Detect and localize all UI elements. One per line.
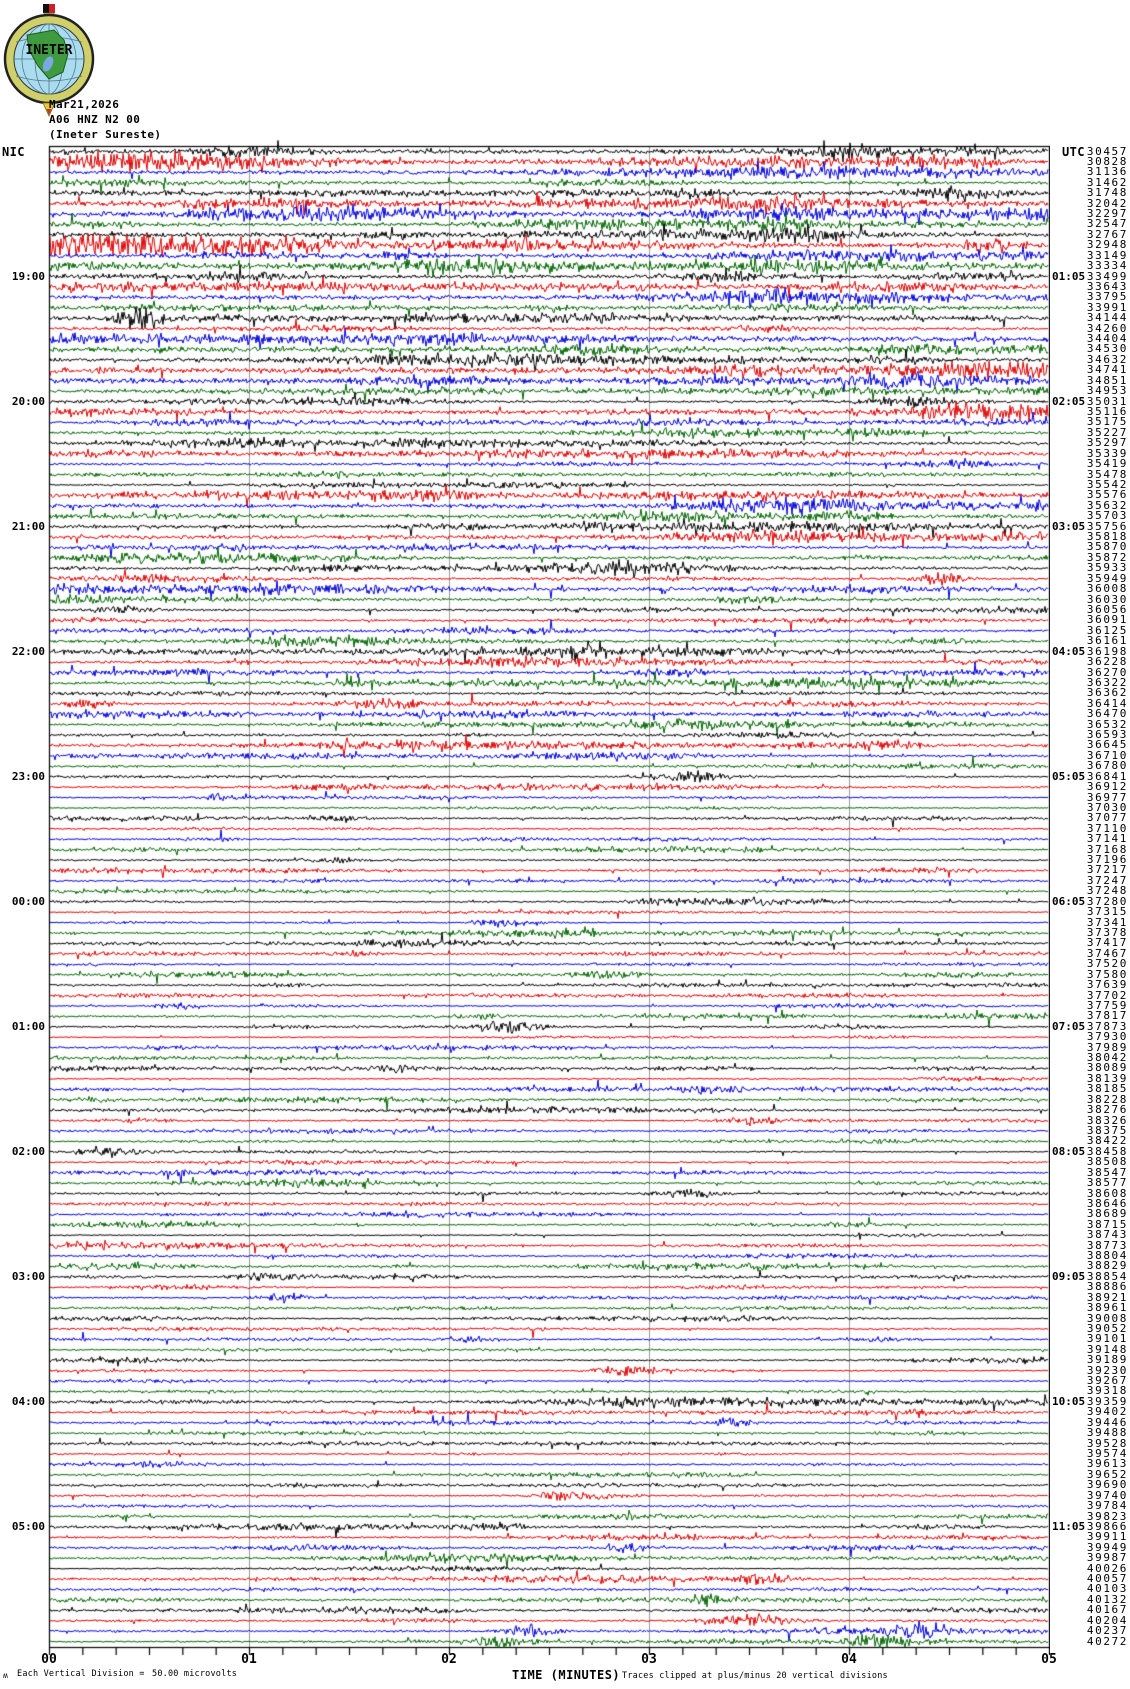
trace-value: 33499 [1086,269,1128,283]
trace-value: 34530 [1086,342,1128,356]
trace-value: 35949 [1086,571,1128,585]
x-axis-tick: 00 [41,1652,57,1667]
trace-value: 37196 [1086,853,1128,867]
trace-value: 39652 [1086,1467,1128,1481]
helicorder-plot [48,132,1050,1659]
trace-value: 35419 [1086,457,1128,471]
trace-value: 40237 [1086,1624,1128,1638]
utc-hour-label: 11:05 [1052,1519,1086,1533]
utc-hour-label: 09:05 [1052,1269,1086,1283]
trace-value: 37930 [1086,1030,1128,1044]
trace-value: 35756 [1086,519,1128,533]
trace-value: 37702 [1086,988,1128,1002]
trace-value: 38458 [1086,1144,1128,1158]
trace-value: 30457 [1086,144,1128,158]
utc-timezone-label: UTC [1062,145,1085,159]
trace-value: 31748 [1086,186,1128,200]
clip-note: Traces clipped at plus/minus 20 vertical divisions [622,1671,888,1681]
nic-timezone-label: NIC [2,145,25,159]
trace-value: 37217 [1086,863,1128,877]
trace-value: 37467 [1086,946,1128,960]
trace-value: 36362 [1086,686,1128,700]
trace-value: 39189 [1086,1353,1128,1367]
trace-value: 38422 [1086,1134,1128,1148]
trace-value: 34741 [1086,363,1128,377]
trace-value: 39101 [1086,1332,1128,1346]
local-hour-label: 00:00 [11,894,45,908]
trace-value: 39613 [1086,1457,1128,1471]
trace-value: 39008 [1086,1311,1128,1325]
trace-value: 39359 [1086,1394,1128,1408]
trace-value: 34851 [1086,373,1128,387]
trace-value: 39318 [1086,1384,1128,1398]
trace-value: 36841 [1086,769,1128,783]
trace-value: 37168 [1086,842,1128,856]
trace-value: 35116 [1086,405,1128,418]
local-hour-label: 05:00 [11,1519,45,1533]
utc-hour-label: 01:05 [1052,269,1086,283]
trace-value: 38508 [1086,1155,1128,1169]
trace-value: 36125 [1086,623,1128,637]
trace-value: 36228 [1086,655,1128,669]
trace-value: 36270 [1086,665,1128,679]
trace-value: 33334 [1086,259,1128,273]
trace-value: 37417 [1086,936,1128,950]
trace-value: 36198 [1086,644,1128,658]
trace-value: 34260 [1086,321,1128,335]
local-hour-label: 23:00 [11,769,45,783]
footer-marker: ʍ [3,1671,9,1680]
local-hour-label: 04:00 [11,1394,45,1408]
scale-note: Each Vertical Division = [17,1669,145,1679]
trace-value: 40272 [1086,1634,1128,1648]
trace-value: 37247 [1086,873,1128,887]
local-hour-label: 22:00 [11,644,45,658]
utc-hour-label: 05:05 [1052,769,1086,783]
utc-hour-label: 03:05 [1052,519,1086,533]
header-station: A06 HNZ N2 00 [49,113,141,126]
trace-value: 35031 [1086,394,1128,408]
trace-value: 36780 [1086,759,1128,773]
trace-value: 34953 [1086,384,1128,398]
trace-value: 39823 [1086,1509,1128,1523]
trace-value: 37639 [1086,978,1128,992]
trace-value: 35872 [1086,550,1128,564]
trace-value: 37110 [1086,821,1128,835]
trace-value: 38089 [1086,1061,1128,1075]
trace-value: 35576 [1086,488,1128,502]
trace-value: 36645 [1086,738,1128,752]
trace-value: 36593 [1086,728,1128,742]
trace-value: 37077 [1086,811,1128,825]
trace-value: 30828 [1086,154,1128,168]
trace-value: 36532 [1086,717,1128,731]
trace-value: 40167 [1086,1603,1128,1617]
trace-value: 39052 [1086,1321,1128,1335]
logo-flag-red [49,4,55,13]
trace-value: 38886 [1086,1280,1128,1294]
trace-value: 34632 [1086,352,1128,366]
trace-value: 33643 [1086,279,1128,293]
trace-value: 32767 [1086,227,1128,241]
local-hour-label: 20:00 [11,394,45,408]
trace-value: 33991 [1086,300,1128,314]
x-axis-tick: 02 [441,1652,457,1667]
trace-value: 36161 [1086,634,1128,648]
trace-value: 38228 [1086,1092,1128,1106]
trace-value: 35632 [1086,498,1128,512]
trace-value: 37280 [1086,894,1128,908]
header-date: Mar21,2026 [49,98,120,111]
trace-value: 40132 [1086,1592,1128,1606]
trace-value: 35227 [1086,425,1128,439]
trace-value: 35297 [1086,436,1128,450]
trace-value: 38773 [1086,1238,1128,1252]
trace-value: 36710 [1086,748,1128,762]
logo-ineter-text: INETER [25,43,73,58]
trace-value: 37378 [1086,926,1128,939]
trace-value: 36056 [1086,602,1128,616]
local-hour-label: 19:00 [11,269,45,283]
time-axis-title: TIME (MINUTES) [512,1668,621,1682]
trace-value: 38185 [1086,1082,1128,1096]
trace-value: 37873 [1086,1019,1128,1033]
trace-value: 32297 [1086,207,1128,221]
trace-value: 37315 [1086,905,1128,919]
trace-value: 39987 [1086,1551,1128,1565]
trace-value: 35703 [1086,509,1128,523]
trace-value: 35542 [1086,477,1128,491]
trace-value: 39690 [1086,1478,1128,1492]
trace-value: 39230 [1086,1363,1128,1377]
trace-value: 38375 [1086,1123,1128,1137]
trace-value: 39267 [1086,1374,1128,1388]
trace-value: 39528 [1086,1436,1128,1450]
trace-value: 38854 [1086,1269,1128,1283]
trace-value: 38804 [1086,1249,1128,1263]
trace-value: 38326 [1086,1113,1128,1127]
trace-value: 36322 [1086,675,1128,689]
trace-value: 37817 [1086,1009,1128,1023]
trace-value: 35870 [1086,540,1128,554]
trace-value: 40057 [1086,1572,1128,1586]
utc-hour-label: 02:05 [1052,394,1086,408]
trace-value: 31462 [1086,175,1128,189]
trace-value: 36912 [1086,780,1128,794]
trace-value: 35818 [1086,530,1128,544]
trace-value: 38689 [1086,1207,1128,1221]
trace-value: 34144 [1086,311,1128,325]
trace-value: 38042 [1086,1051,1128,1065]
x-axis-tick: 04 [841,1652,857,1667]
trace-value: 36470 [1086,707,1128,721]
trace-value: 31136 [1086,165,1128,179]
trace-value: 38743 [1086,1228,1128,1242]
trace-value: 37141 [1086,832,1128,846]
trace-value: 33795 [1086,290,1128,304]
trace-value: 36030 [1086,592,1128,606]
trace-value: 39866 [1086,1519,1128,1533]
trace-value: 35478 [1086,467,1128,481]
utc-hour-label: 04:05 [1052,644,1086,658]
utc-hour-label: 06:05 [1052,894,1086,908]
trace-value: 36008 [1086,582,1128,596]
trace-value: 38276 [1086,1103,1128,1117]
trace-value: 35175 [1086,415,1128,429]
trace-value: 37030 [1086,800,1128,814]
trace-value: 36091 [1086,613,1128,627]
trace-value: 39446 [1086,1415,1128,1429]
trace-value: 35933 [1086,561,1128,575]
scale-value: 50.00 microvolts [152,1669,238,1679]
trace-value: 39402 [1086,1405,1128,1419]
local-hour-label: 03:00 [11,1269,45,1283]
trace-value: 38829 [1086,1259,1128,1273]
trace-value: 38646 [1086,1196,1128,1210]
trace-value: 38608 [1086,1186,1128,1200]
trace-value: 32547 [1086,217,1128,231]
local-hour-label: 01:00 [11,1019,45,1033]
trace-value: 40026 [1086,1561,1128,1575]
utc-hour-label: 10:05 [1052,1394,1086,1408]
trace-value: 33149 [1086,248,1128,262]
trace-value: 37248 [1086,884,1128,898]
trace-value: 39740 [1086,1488,1128,1502]
trace-value: 38921 [1086,1290,1128,1304]
trace-value: 39949 [1086,1540,1128,1554]
trace-value: 38547 [1086,1165,1128,1179]
trace-value: 35339 [1086,446,1128,460]
x-axis-tick: 05 [1041,1652,1057,1667]
trace-value: 39148 [1086,1342,1128,1356]
trace-value: 40204 [1086,1613,1128,1627]
utc-hour-label: 07:05 [1052,1019,1086,1033]
trace-value: 34404 [1086,332,1128,346]
x-axis-tick: 01 [241,1652,257,1667]
trace-value: 38577 [1086,1176,1128,1190]
trace-value: 40103 [1086,1582,1128,1596]
trace-value: 39784 [1086,1499,1128,1513]
trace-value: 37580 [1086,967,1128,981]
local-hour-label: 02:00 [11,1144,45,1158]
trace-value: 37759 [1086,998,1128,1012]
trace-value: 38139 [1086,1071,1128,1085]
trace-value: 36414 [1086,696,1128,710]
trace-value: 37989 [1086,1040,1128,1054]
x-axis-tick: 03 [641,1652,657,1667]
trace-value: 39574 [1086,1447,1128,1460]
trace-value: 39488 [1086,1426,1128,1440]
trace-value: 38961 [1086,1301,1128,1315]
trace-value: 32948 [1086,238,1128,252]
logo-flag-black [43,4,49,13]
trace-value: 37341 [1086,915,1128,929]
utc-hour-label: 08:05 [1052,1144,1086,1158]
local-hour-label: 21:00 [11,519,45,533]
trace-value: 37520 [1086,957,1128,971]
trace-value: 36977 [1086,790,1128,804]
trace-value: 32042 [1086,196,1128,210]
trace-value: 38715 [1086,1217,1128,1231]
trace-value: 39911 [1086,1530,1128,1544]
